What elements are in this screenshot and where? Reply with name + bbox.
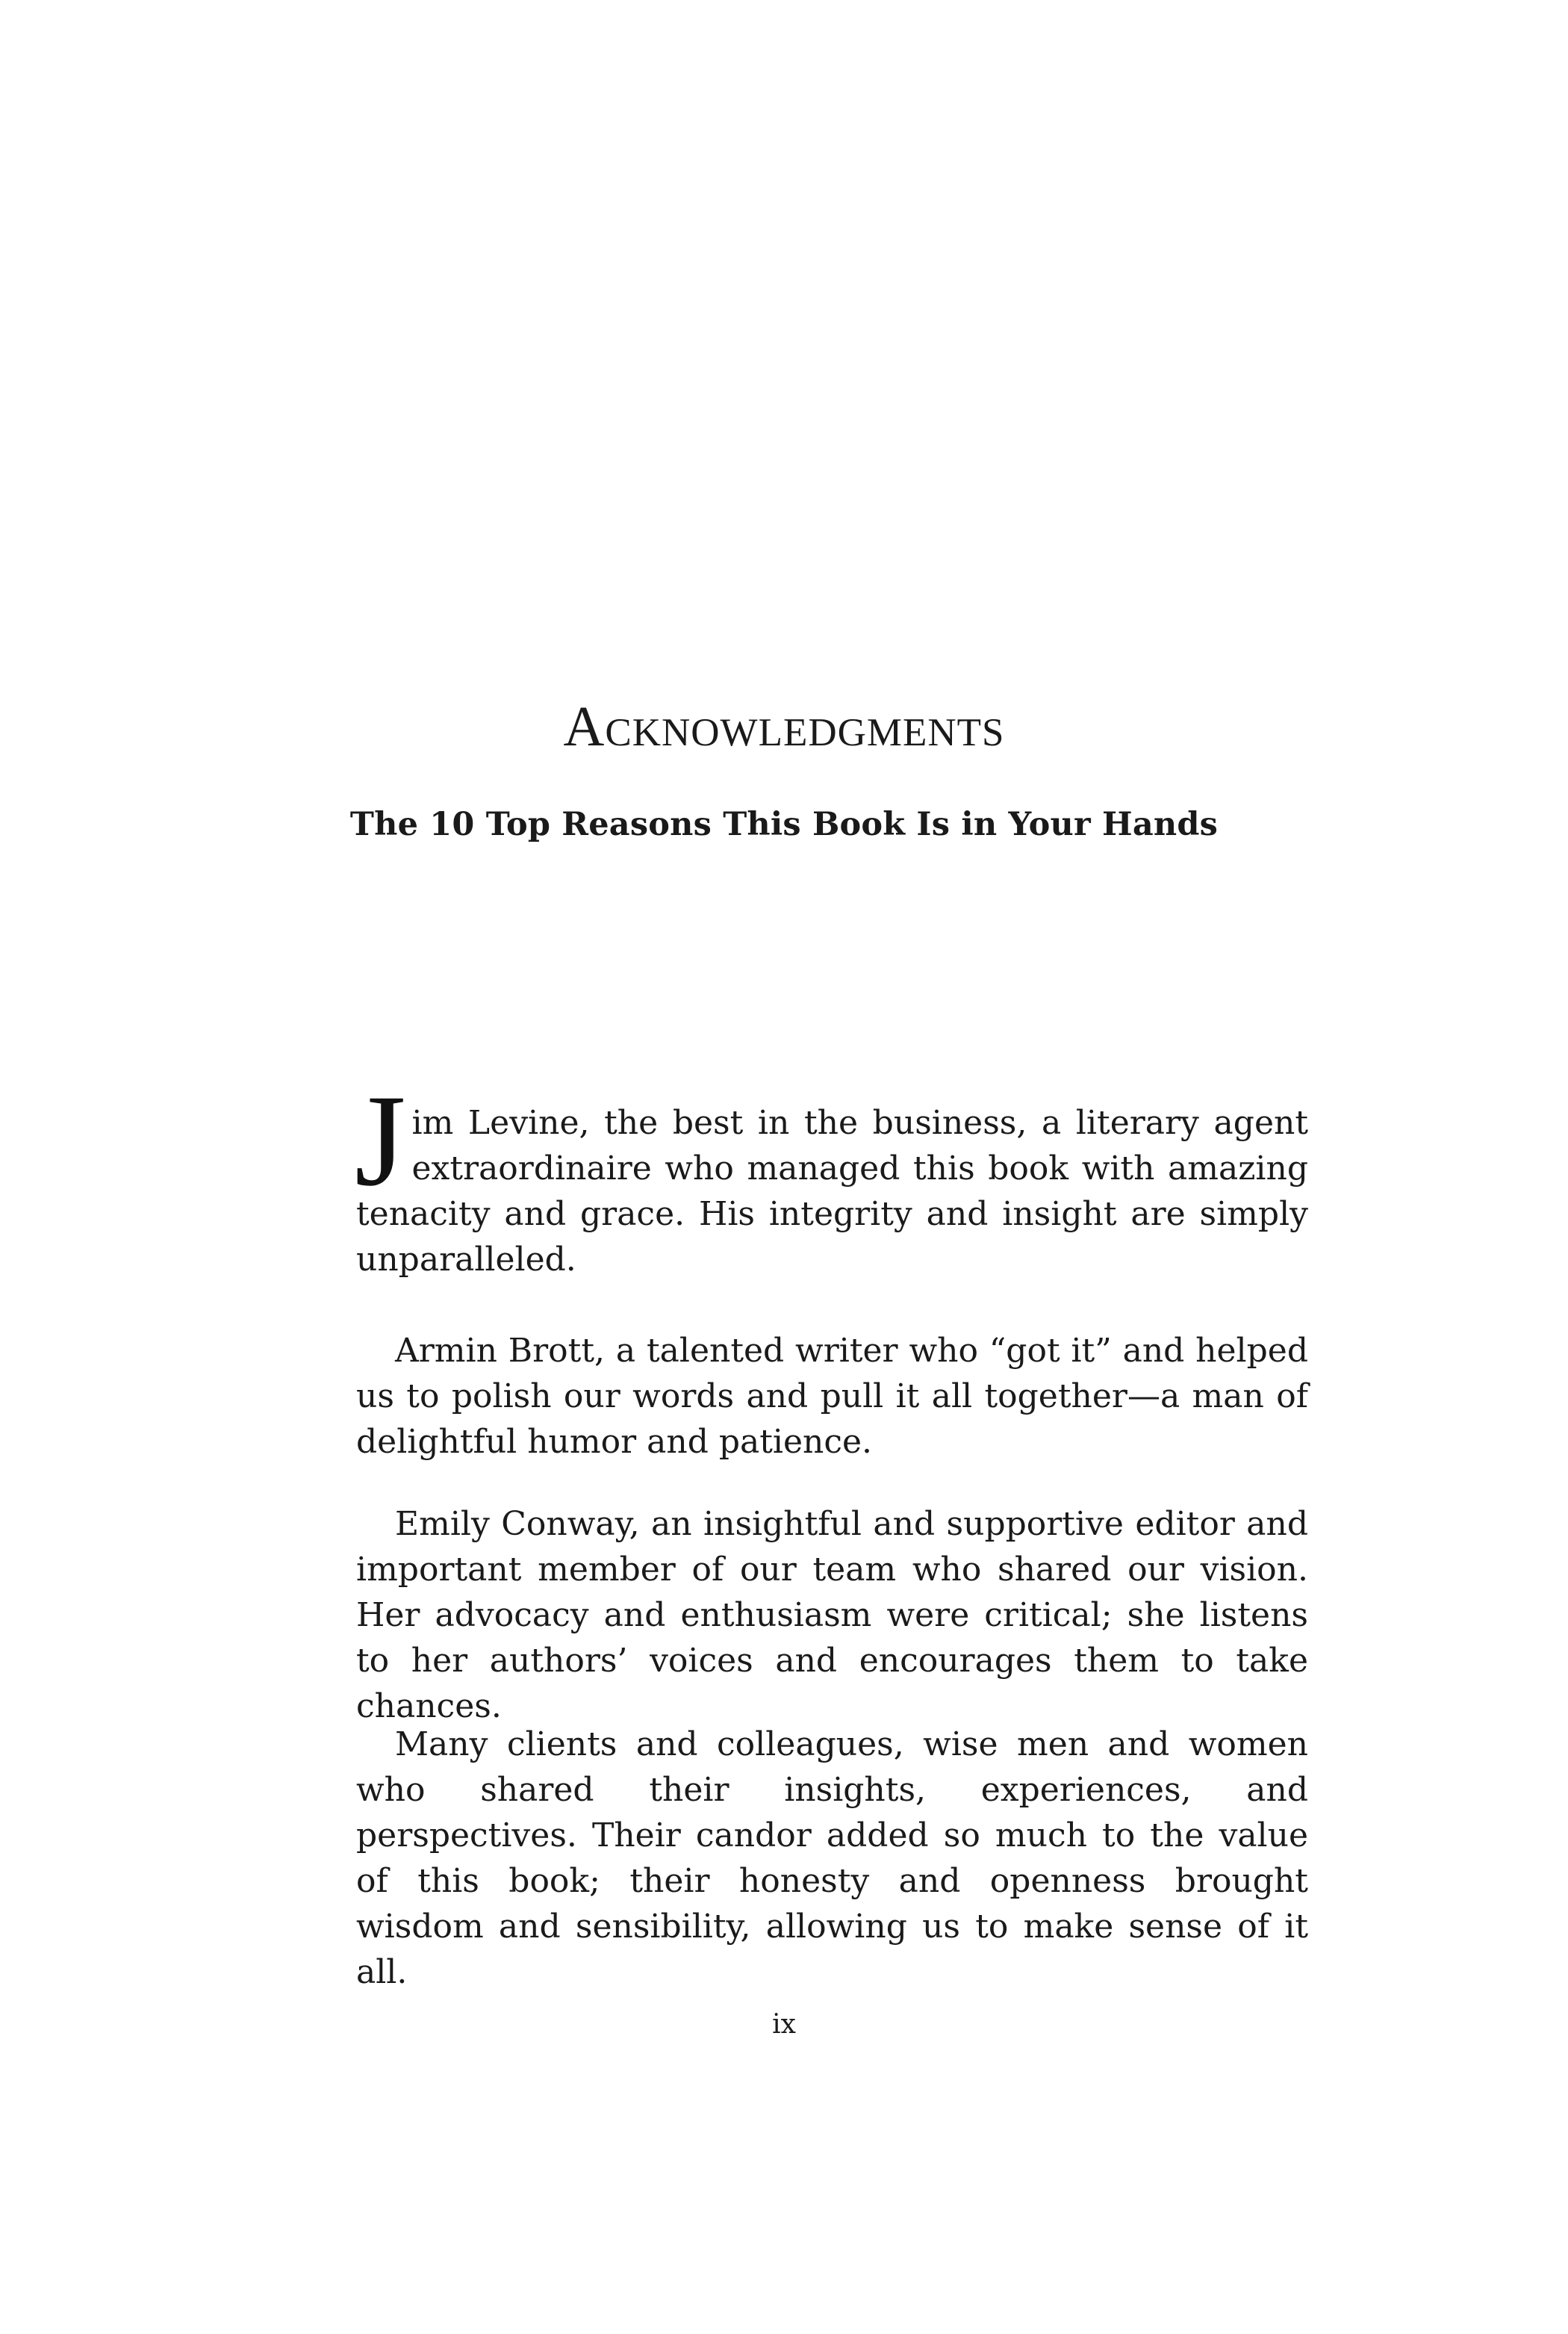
paragraph-1-text: im Levine, the best in the business, a literary agent extraordinaire who managed this book with amazing tenacity and grace. His integrity and insight are simply unparalleled. — [356, 1104, 1308, 1279]
paragraph-3 — [356, 1501, 1308, 1729]
paragraph-4 — [356, 1722, 1308, 1995]
page-number: ix — [772, 2009, 796, 2040]
page-subtitle: The 10 Top Reasons This Book Is in Your Hands — [349, 806, 1219, 843]
paragraph-3-text: Emily Conway, an insightful and supportive editor and important member of our team who shared our vision. Her advocacy and enthusiasm were critical; she listens to her authors’ voices and encourages them to take chances. — [356, 1505, 1308, 1725]
paragraph-2-text: Armin Brott, a talented writer who “got it” and helped us to polish our words and pull it all together—a man of delightful humor and patience. — [356, 1332, 1308, 1461]
paragraph-1 — [355, 1068, 1308, 1282]
page-title: Acknowledgments — [563, 695, 1005, 758]
drop-cap-letter: J — [355, 1068, 406, 1214]
paragraph-2 — [356, 1328, 1308, 1465]
paragraph-4-text: Many clients and colleagues, wise men and women who shared their insights, experiences, and perspectives. Their candor added so much to the value of this book; their honesty and openness brought wisdom and sensibility, allowing us to make sense of it all. — [356, 1725, 1308, 1991]
